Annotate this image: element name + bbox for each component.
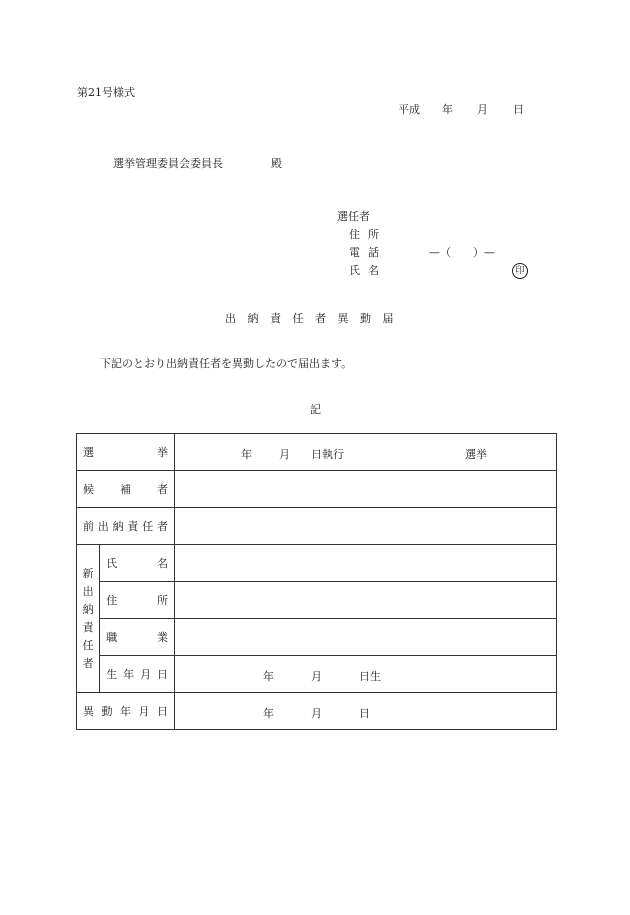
change-month: 月 [311,707,322,720]
label-char: 生 [106,668,118,681]
label-char: 選 [83,446,94,459]
date-day: 日 [513,103,524,116]
label-char: 者 [157,483,168,496]
label-char: 年 [120,705,131,718]
new-birthdate-row [77,656,557,693]
name-label: 氏名 [349,264,387,277]
election-value [175,434,556,470]
phone-format: —（ ）— [429,246,495,259]
label-char: 納 [112,520,124,533]
seal-mark: 印 [512,263,528,279]
document-title: 出納責任者異動届 [225,312,405,325]
birth-day: 日生 [359,670,381,683]
candidate-value[interactable] [175,471,557,508]
new-name-label [100,555,174,571]
new-name-row [77,545,557,582]
phone-label: 電話 [349,246,387,259]
previous-treasurer-label [77,518,174,534]
previous-treasurer-value[interactable] [175,508,557,545]
change-date-label [77,703,174,719]
new-name-value[interactable] [175,545,557,582]
change-date-row [77,693,557,730]
ki-heading: 記 [310,403,321,416]
label-char: 月 [140,668,152,681]
label-char: 業 [157,631,168,644]
label-char: 動 [101,705,113,718]
vertical-label-char: 者 [82,656,94,670]
new-address-label [100,592,174,608]
new-address-row [77,582,557,619]
body-text: 下記のとおり出納責任者を異動したので届出ます。 [100,357,353,370]
label-char: 名 [157,557,168,570]
previous-treasurer-row [77,508,557,545]
label-char: 氏 [106,557,118,570]
form-number: 第21号様式 [77,86,135,99]
election-label [77,444,174,460]
addressee-name: 選挙管理委員会委員長 [113,157,223,170]
vertical-label-char: 責 [82,620,94,634]
new-birthdate-label [100,666,174,682]
label-char: 前 [83,520,94,533]
new-occupation-value[interactable] [175,619,557,656]
new-occupation-row [77,619,557,656]
applicant-block [337,211,495,283]
label-char: 所 [157,594,168,607]
applicant-title: 選任者 [337,210,370,223]
new-treasurer-label [77,545,100,693]
label-char: 年 [123,668,135,681]
election-month: 月 [279,448,290,461]
vertical-label-char: 新 [82,566,94,580]
date-year: 年 [442,103,453,116]
label-char: 者 [156,520,168,533]
label-char: 出 [97,520,109,533]
label-char: 月 [138,705,150,718]
label-char: 住 [106,594,118,607]
label-char: 候 [83,483,94,496]
date-month: 月 [477,103,488,116]
label-char: 補 [120,483,131,496]
new-occupation-label [100,629,174,645]
label-char: 挙 [157,446,168,459]
date-era: 平成 [398,103,420,116]
birth-month: 月 [311,670,322,683]
birth-year: 年 [263,670,274,683]
addressee [113,158,282,169]
label-char: 日 [157,705,168,718]
details-table [76,433,557,730]
vertical-label-char: 納 [82,602,94,616]
candidate-label [77,481,174,497]
vertical-label-char: 任 [82,638,94,652]
change-day: 日 [359,707,370,720]
address-label: 住所 [349,228,387,241]
birthdate-value [175,656,556,692]
vertical-label-char: 出 [82,584,94,598]
addressee-honorific: 殿 [271,157,282,170]
label-char: 責 [127,520,139,533]
election-type: 選挙 [465,448,487,461]
new-address-value[interactable] [175,582,557,619]
submission-date [398,104,524,115]
label-char: 日 [157,668,168,681]
election-row [77,434,557,471]
candidate-row [77,471,557,508]
change-year: 年 [263,707,274,720]
election-year: 年 [241,448,252,461]
election-day-exec: 日執行 [311,448,344,461]
label-char: 異 [83,705,94,718]
label-char: 任 [142,520,154,533]
change-date-value [175,693,556,729]
label-char: 職 [106,631,118,644]
